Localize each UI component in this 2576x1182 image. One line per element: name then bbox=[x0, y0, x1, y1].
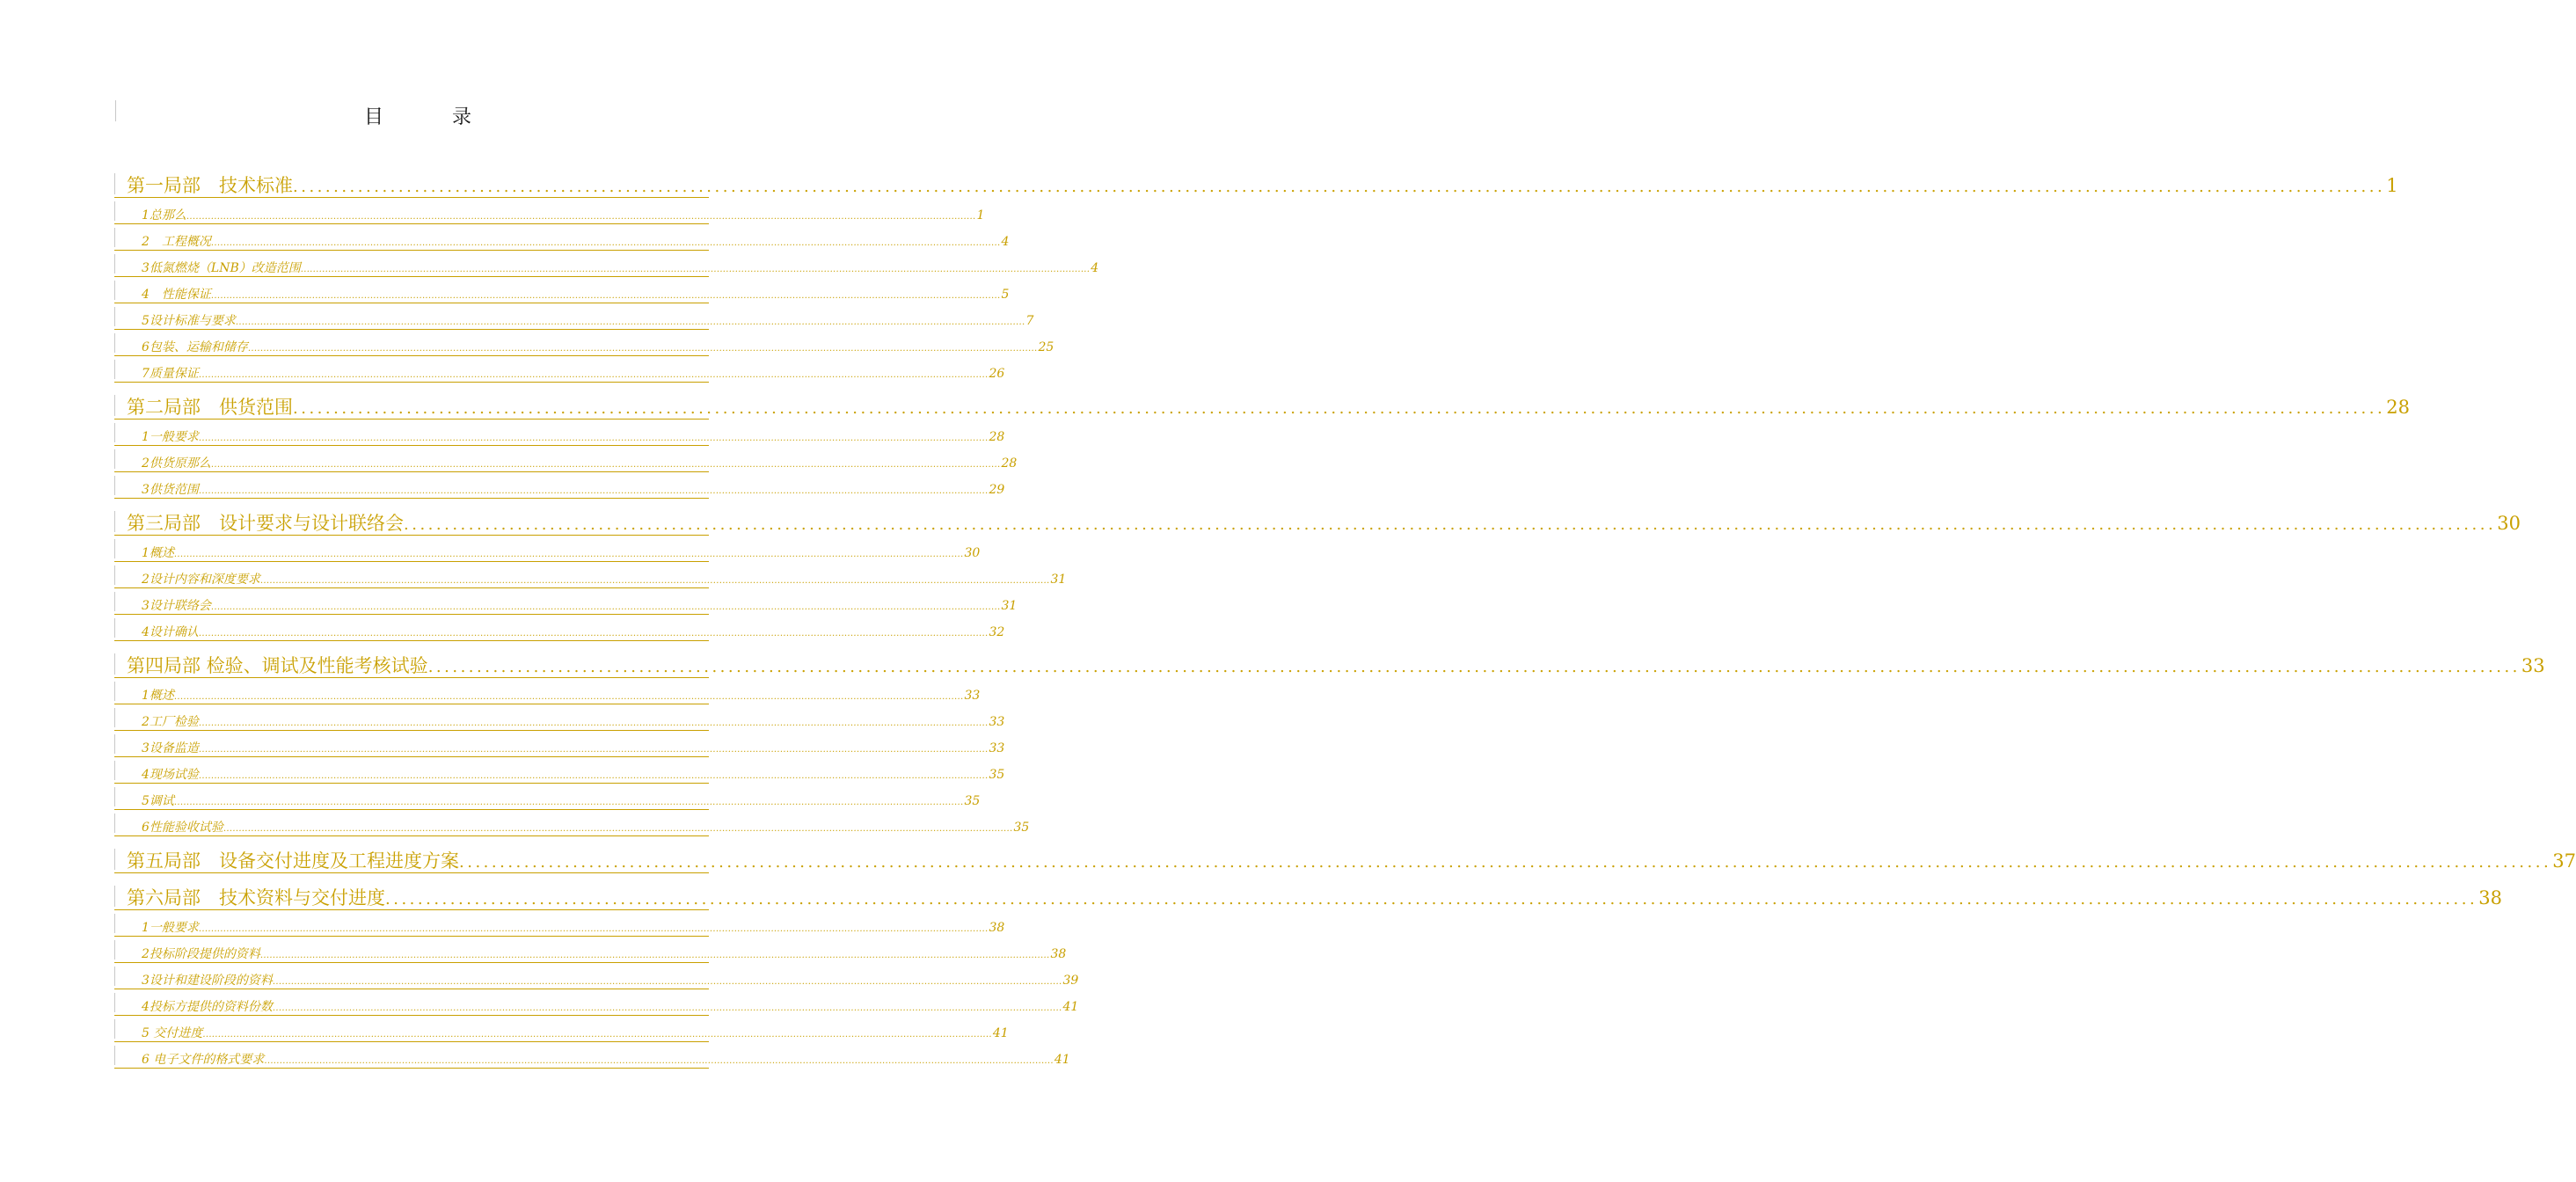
toc-sec-link-1-2[interactable] bbox=[114, 224, 1010, 251]
toc-page-number: 33 bbox=[989, 741, 1005, 755]
dot-leader: .................................................................................................................................................................................................................................................................. bbox=[247, 344, 1038, 354]
dot-leader: .................................................................................................................................................................................................................................................................. bbox=[264, 1056, 1054, 1066]
toc-page-number: 41 bbox=[1054, 1053, 1070, 1067]
dot-leader: .................................................................................................................................................................................................................................................................. bbox=[173, 798, 964, 807]
toc-page-number: 4 bbox=[1091, 261, 1099, 275]
dot-leader: .................................................................................................................................................................................................................................................................. bbox=[235, 317, 1025, 327]
dot-leader: .................................................................................................................................................................................................................................................................. bbox=[173, 692, 964, 702]
dot-leader: .................................................................................................................................................................................................................................................................. bbox=[300, 265, 1091, 274]
dot-leader: .................................................................................................................................................................................................................................................................. bbox=[210, 602, 1001, 612]
dot-leader: .................................................................................................................................................................................................................................................................. bbox=[259, 951, 1050, 960]
toc-entry-label: 4 性能保证 bbox=[142, 288, 211, 302]
toc-sec-link-6-1[interactable] bbox=[114, 910, 1005, 937]
toc-sec-link-3-4[interactable] bbox=[114, 615, 1005, 641]
dot-leader: .................................................................................................................................................................................................................................................................. bbox=[293, 399, 2386, 418]
toc-sec-link-4-6[interactable] bbox=[114, 810, 1030, 836]
toc-entry-label: 5 交付进度 bbox=[142, 1026, 203, 1040]
toc-page-number: 35 bbox=[989, 768, 1005, 782]
dot-leader: .................................................................................................................................................................................................................................................................. bbox=[198, 719, 989, 728]
table-of-contents bbox=[114, 170, 2576, 1069]
toc-page-number: 30 bbox=[2497, 513, 2521, 534]
toc-page-number: 31 bbox=[1001, 599, 1018, 613]
toc-entry-label: 6 电子文件的格式要求 bbox=[142, 1053, 265, 1067]
dot-leader: .................................................................................................................................................................................................................................................................. bbox=[223, 824, 1013, 834]
toc-entry-label: 第五局部 设备交付进度及工程进度方案 bbox=[127, 850, 459, 872]
dot-leader: .................................................................................................................................................................................................................................................................. bbox=[198, 434, 989, 443]
toc-sec-link-3-3[interactable] bbox=[114, 588, 1018, 615]
toc-page-number: 35 bbox=[964, 794, 981, 808]
toc-entry-label: 2 工程概况 bbox=[142, 235, 211, 249]
toc-entry-label: 1总那么 bbox=[142, 208, 186, 223]
toc-entry-label: 2设计内容和深度要求 bbox=[142, 573, 260, 587]
dot-leader: .................................................................................................................................................................................................................................................................. bbox=[198, 771, 989, 781]
toc-page-number: 38 bbox=[989, 921, 1005, 935]
toc-sec-link-1-1[interactable] bbox=[114, 198, 985, 224]
toc-page-number: 28 bbox=[2386, 397, 2410, 418]
toc-sec-link-1-3[interactable] bbox=[114, 251, 1099, 277]
toc-page-number: 25 bbox=[1038, 340, 1054, 354]
toc-entry-label: 第四局部 检验、调试及性能考核试验 bbox=[127, 655, 428, 676]
toc-page-number: 32 bbox=[989, 625, 1005, 639]
toc-page-number: 26 bbox=[989, 367, 1005, 381]
toc-entry-label: 1概述 bbox=[142, 546, 174, 560]
toc-entry-label: 3设计联络会 bbox=[142, 599, 211, 613]
toc-sec-link-4-2[interactable] bbox=[114, 704, 1005, 731]
toc-page-number: 33 bbox=[989, 715, 1005, 729]
dot-leader: .................................................................................................................................................................................................................................................................. bbox=[385, 890, 2478, 908]
toc-page-number: 5 bbox=[1001, 288, 1010, 302]
dot-leader: .................................................................................................................................................................................................................................................................. bbox=[259, 576, 1050, 586]
dot-leader: .................................................................................................................................................................................................................................................................. bbox=[404, 515, 2497, 534]
toc-sec-link-6-3[interactable] bbox=[114, 963, 1079, 989]
toc-entry-label: 5设计标准与要求 bbox=[142, 314, 236, 328]
toc-page-number: 4 bbox=[1001, 235, 1010, 249]
toc-sec-link-6-6[interactable] bbox=[114, 1042, 1070, 1069]
toc-sec-link-3-1[interactable] bbox=[114, 536, 981, 562]
toc-entry-label: 3低氮燃烧（LNB）改造范围 bbox=[142, 261, 301, 275]
dot-leader: .................................................................................................................................................................................................................................................................. bbox=[272, 977, 1062, 987]
toc-entry-label: 6性能验收试验 bbox=[142, 821, 223, 835]
dot-leader: .................................................................................................................................................................................................................................................................. bbox=[272, 1003, 1062, 1013]
toc-entry-label: 第六局部 技术资料与交付进度 bbox=[127, 887, 385, 908]
toc-sec-link-6-4[interactable] bbox=[114, 989, 1079, 1016]
dot-leader: .................................................................................................................................................................................................................................................................. bbox=[210, 238, 1001, 248]
toc-entry-label: 2供货原那么 bbox=[142, 456, 211, 471]
toc-entry-label: 4设计确认 bbox=[142, 625, 199, 639]
toc-part-link-4[interactable] bbox=[114, 650, 2545, 678]
toc-page-number: 1 bbox=[2386, 175, 2398, 196]
toc-entry-label: 1概述 bbox=[142, 689, 174, 703]
toc-sec-link-6-2[interactable] bbox=[114, 937, 1067, 963]
toc-page-number: 41 bbox=[992, 1026, 1009, 1040]
toc-page-number: 38 bbox=[1050, 947, 1067, 961]
toc-entry-label: 1一般要求 bbox=[142, 921, 199, 935]
toc-page-number: 37 bbox=[2552, 850, 2576, 872]
dot-leader: .................................................................................................................................................................................................................................................................. bbox=[198, 370, 989, 380]
toc-entry-label: 1一般要求 bbox=[142, 430, 199, 444]
toc-page-number: 28 bbox=[1001, 456, 1018, 471]
toc-page-number: 31 bbox=[1050, 573, 1067, 587]
toc-sec-link-4-4[interactable] bbox=[114, 757, 1005, 784]
dot-leader: .................................................................................................................................................................................................................................................................. bbox=[202, 1030, 992, 1040]
toc-part-link-3[interactable] bbox=[114, 507, 2521, 536]
toc-entry-label: 3供货范围 bbox=[142, 483, 199, 497]
toc-entry-label: 第一局部 技术标准 bbox=[127, 175, 293, 196]
dot-leader: .................................................................................................................................................................................................................................................................. bbox=[173, 550, 964, 559]
toc-sec-link-2-2[interactable] bbox=[114, 446, 1018, 472]
dot-leader: .................................................................................................................................................................................................................................................................. bbox=[210, 291, 1001, 301]
toc-part-link-6[interactable] bbox=[114, 882, 2502, 910]
toc-sec-link-2-3[interactable] bbox=[114, 472, 1005, 499]
toc-sec-link-1-7[interactable] bbox=[114, 356, 1005, 383]
toc-entry-label: 7质量保证 bbox=[142, 367, 199, 381]
dot-leader: .................................................................................................................................................................................................................................................................. bbox=[198, 629, 989, 638]
toc-part-link-5[interactable] bbox=[114, 845, 2576, 873]
toc-page-number: 33 bbox=[964, 689, 981, 703]
toc-page-number: 29 bbox=[989, 483, 1005, 497]
toc-page-number: 38 bbox=[2478, 887, 2502, 908]
dot-leader: .................................................................................................................................................................................................................................................................. bbox=[210, 460, 1001, 470]
toc-sec-link-2-1[interactable] bbox=[114, 420, 1005, 446]
toc-page-number: 1 bbox=[976, 208, 985, 223]
toc-page-number: 41 bbox=[1062, 1000, 1079, 1014]
dot-leader: .................................................................................................................................................................................................................................................................. bbox=[198, 924, 989, 934]
dot-leader: .................................................................................................................................................................................................................................................................. bbox=[198, 745, 989, 755]
toc-sec-link-3-2[interactable] bbox=[114, 562, 1067, 588]
toc-sec-link-4-5[interactable] bbox=[114, 784, 981, 810]
dot-leader: .................................................................................................................................................................................................................................................................. bbox=[186, 212, 976, 222]
toc-page-number: 39 bbox=[1062, 974, 1079, 988]
page-title: 目 录 bbox=[363, 106, 496, 128]
toc-entry-label: 4投标方提供的资料份数 bbox=[142, 1000, 273, 1014]
toc-sec-link-1-4[interactable] bbox=[114, 277, 1010, 303]
toc-page-number: 35 bbox=[1013, 821, 1030, 835]
dot-leader: .................................................................................................................................................................................................................................................................. bbox=[198, 486, 989, 496]
toc-entry-label: 2工厂检验 bbox=[142, 715, 199, 729]
toc-entry-label: 6包装、运输和储存 bbox=[142, 340, 248, 354]
toc-part-link-2[interactable] bbox=[114, 391, 2410, 420]
dot-leader: .................................................................................................................................................................................................................................................................. bbox=[427, 658, 2521, 676]
toc-entry-label: 4现场试验 bbox=[142, 768, 199, 782]
toc-page-number: 30 bbox=[964, 546, 981, 560]
toc-entry-label: 3设计和建设阶段的资料 bbox=[142, 974, 273, 988]
toc-entry-label: 第二局部 供货范围 bbox=[127, 397, 293, 418]
toc-entry-label: 第三局部 设计要求与设计联络会 bbox=[127, 513, 404, 534]
toc-sec-link-1-6[interactable] bbox=[114, 330, 1054, 356]
dot-leader: .................................................................................................................................................................................................................................................................. bbox=[293, 178, 2386, 196]
toc-sec-link-6-5[interactable] bbox=[114, 1016, 1009, 1042]
toc-entry-label: 5调试 bbox=[142, 794, 174, 808]
dot-leader: .................................................................................................................................................................................................................................................................. bbox=[459, 853, 2552, 872]
toc-page-number: 33 bbox=[2521, 655, 2545, 676]
toc-entry-label: 3设备监造 bbox=[142, 741, 199, 755]
toc-sec-link-4-1[interactable] bbox=[114, 678, 981, 704]
toc-sec-link-4-3[interactable] bbox=[114, 731, 1005, 757]
toc-entry-label: 2投标阶段提供的资料 bbox=[142, 947, 260, 961]
toc-part-link-1[interactable] bbox=[114, 170, 2398, 198]
toc-page-number: 28 bbox=[989, 430, 1005, 444]
toc-page-number: 7 bbox=[1025, 314, 1034, 328]
toc-sec-link-1-5[interactable] bbox=[114, 303, 1034, 330]
